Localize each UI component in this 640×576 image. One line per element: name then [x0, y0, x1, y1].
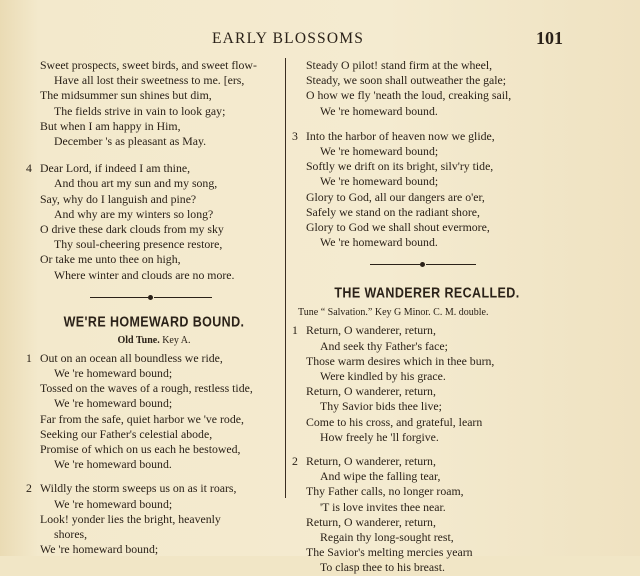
verse-line: And thou art my sun and my song,	[54, 176, 218, 191]
continued-stanza	[292, 58, 562, 119]
verse-line: shores,	[54, 527, 88, 542]
verse-line: The fields strive in vain to look gay;	[54, 103, 226, 118]
running-title: EARLY BLOSSOMS	[212, 30, 365, 47]
verse-line: O drive these dark clouds from my sky	[40, 222, 224, 237]
verse-line: Return, O wanderer, return,	[306, 454, 436, 469]
verse-line: Thy Father calls, no longer roam,	[306, 484, 464, 499]
column-divider	[285, 58, 286, 498]
verse-line: December 's as pleasant as May.	[54, 134, 207, 149]
verse-line: Promise of which on us each he bestowed,	[40, 442, 241, 457]
verse-line: To clasp thee to his breast.	[320, 560, 445, 575]
verse-line: The midsummer sun shines but dim,	[40, 88, 212, 103]
stanza-1	[26, 351, 282, 473]
verse-line: Have all lost their sweetness to me. [ers,	[54, 73, 245, 88]
verse-line: Regain thy long-sought rest,	[320, 530, 454, 545]
left-column	[26, 58, 282, 557]
verse-line: And seek thy Father's face;	[320, 338, 448, 353]
section-rule	[292, 258, 562, 272]
verse-line: Return, O wanderer, return,	[306, 384, 436, 399]
verse-line: And wipe the falling tear,	[320, 469, 441, 484]
verse-line: Steady, we soon shall outweather the gale;	[306, 73, 507, 88]
verse-line: Out on an ocean all boundless we ride,	[40, 350, 223, 365]
verse-line: Into the harbor of heaven now we glide,	[306, 128, 495, 143]
running-header	[0, 28, 640, 52]
verse-line: Wildly the storm sweeps us on as it roars,	[40, 481, 237, 496]
verse-line: Tossed on the waves of a rough, restless tide,	[40, 381, 253, 396]
verse-line: O how we fly 'neath the loud, creaking sail,	[306, 88, 512, 103]
hymn-title: WE'RE HOMEWARD BOUND.	[63, 313, 245, 330]
verse-line: Come to his cross, and grateful, learn	[306, 414, 483, 429]
rule-bar	[426, 264, 476, 265]
verse-line: Were kindled by his grace.	[320, 369, 446, 384]
tune-line: Tune “ Salvation.” Key G Minor. C. M. double.	[298, 307, 489, 319]
spacer	[26, 472, 282, 481]
verse-line: We 're homeward bound.	[54, 457, 172, 472]
rule-bar	[154, 297, 212, 298]
verse-line: Seeking our Father's celestial abode,	[40, 426, 213, 441]
stanza-number: 2	[292, 454, 298, 469]
stanza-3	[292, 129, 562, 251]
spacer	[26, 149, 282, 161]
stanza-4	[26, 161, 282, 283]
verse-line: Glory to God we shall shout evermore,	[306, 220, 490, 235]
spacer	[292, 445, 562, 454]
verse-line: We 're homeward bound.	[320, 235, 438, 250]
verse-line: How freely he 'll forgive.	[320, 429, 439, 444]
continued-stanza	[26, 58, 282, 149]
verse-line: Look! yonder lies the bright, heavenly	[40, 511, 221, 526]
verse-line: Those warm desires which in thee burn,	[306, 353, 495, 368]
hymn-title: THE WANDERER RECALLED.	[334, 285, 520, 302]
verse-line: Or take me unto thee on high,	[40, 252, 181, 267]
stanza-number: 2	[26, 481, 32, 496]
verse-line: Thy Savior bids thee live;	[320, 399, 442, 414]
verse-line: But when I am happy in Him,	[40, 118, 181, 133]
verse-line: We 're homeward bound;	[40, 542, 159, 557]
verse-line: We 're homeward bound.	[320, 103, 438, 118]
tune-label: Old Tune.	[117, 334, 160, 346]
tune-key: Key A.	[162, 334, 191, 346]
verse-line: Softly we drift on its bright, silv'ry tide,	[306, 159, 494, 174]
page-number: 101	[536, 28, 563, 48]
verse-line: Safely we stand on the radiant shore,	[306, 204, 480, 219]
verse-line: Dear Lord, if indeed I am thine,	[40, 161, 191, 176]
stanza-number: 4	[26, 161, 32, 176]
verse-line: And why are my winters so long?	[54, 206, 214, 221]
verse-line: We 're homeward bound;	[320, 144, 439, 159]
rule-ornament	[148, 295, 153, 300]
verse-line: We 're homeward bound;	[54, 396, 173, 411]
stanza-number: 1	[26, 350, 32, 365]
verse-line: Say, why do I languish and pine?	[40, 191, 197, 206]
verse-line: Where winter and clouds are no more.	[54, 267, 235, 282]
stanza-number: 1	[292, 323, 298, 338]
verse-line: Steady O pilot! stand firm at the wheel,	[306, 58, 493, 72]
section-rule	[26, 291, 282, 305]
verse-line: 'T is love invites thee near.	[320, 499, 446, 514]
verse-line: Glory to God, all our dangers are o'er,	[306, 189, 485, 204]
tune-line	[26, 334, 282, 348]
verse-line: Return, O wanderer, return,	[306, 514, 436, 529]
rule-bar	[90, 297, 148, 298]
stanza-2	[26, 481, 282, 557]
right-column	[292, 58, 562, 576]
verse-line: Sweet prospects, sweet birds, and sweet flow-	[40, 58, 257, 72]
verse-line: Return, O wanderer, return,	[306, 323, 436, 338]
verse-line: The Savior's melting mercies yearn	[306, 545, 473, 560]
spacer	[292, 119, 562, 129]
rule-bar	[370, 264, 420, 265]
verse-line: We 're homeward bound;	[54, 366, 173, 381]
verse-line: We 're homeward bound;	[54, 496, 173, 511]
verse-line: Far from the safe, quiet harbor we 've rode,	[40, 411, 244, 426]
verse-line: We 're homeward bound;	[320, 174, 439, 189]
stanza-1	[292, 323, 562, 445]
verse-line: Thy soul-cheering presence restore,	[54, 237, 223, 252]
rule-ornament	[420, 262, 425, 267]
stanza-number: 3	[292, 128, 298, 143]
stanza-2	[292, 454, 562, 576]
